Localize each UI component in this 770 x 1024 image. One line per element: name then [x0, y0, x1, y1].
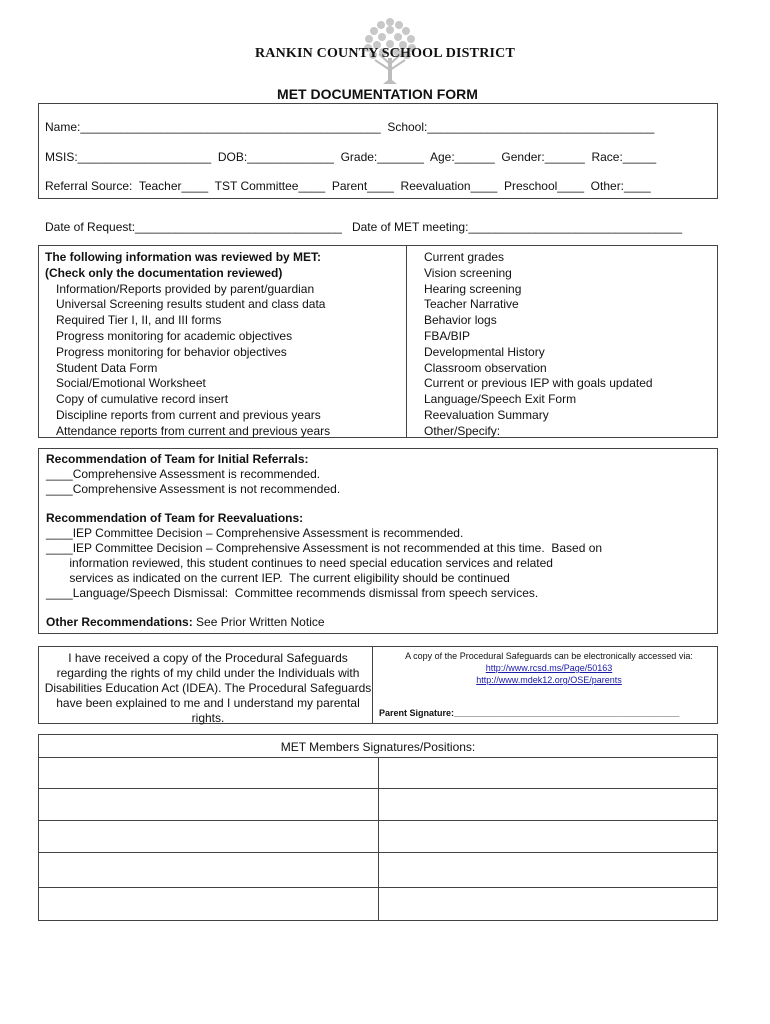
met-members-title: MET Members Signatures/Positions:: [280, 740, 476, 754]
review-left-column: [45, 250, 330, 440]
other-recommendations-value[interactable]: See Prior Written Notice: [192, 615, 325, 629]
referral-source-line[interactable]: Referral Source: Teacher____ TST Committee____ Parent____ Reevaluation____ Preschool____ Other:____: [45, 179, 651, 193]
recommendations-box: [38, 448, 718, 634]
review-item[interactable]: Language/Speech Exit Form: [424, 392, 577, 407]
reevaluations-heading: Recommendation of Team for Reevaluations:: [46, 511, 304, 525]
member-signature-cell[interactable]: [39, 789, 378, 820]
review-subheading: (Check only the documentation reviewed): [45, 265, 283, 280]
review-item[interactable]: Student Data Form: [56, 360, 158, 375]
review-item[interactable]: Required Tier I, II, and III forms: [56, 313, 222, 328]
initial-referrals-heading: Recommendation of Team for Initial Referrals:: [46, 452, 309, 466]
procedural-safeguards-box: [38, 646, 718, 724]
review-item[interactable]: Reevaluation Summary: [424, 407, 549, 422]
member-signature-cell[interactable]: [39, 853, 378, 887]
review-item[interactable]: Universal Screening results student and class data: [56, 297, 326, 312]
review-item[interactable]: Behavior logs: [424, 313, 497, 328]
review-right-column: [424, 250, 653, 440]
date-line[interactable]: Date of Request:_______________________________ Date of MET meeting:________________________________: [45, 220, 683, 234]
district-name: RANKIN COUNTY SCHOOL DISTRICT: [254, 46, 516, 61]
name-school-line[interactable]: Name:_____________________________________________ School:__________________________________: [45, 120, 655, 134]
initial-option-not-recommended[interactable]: ____Comprehensive Assessment is not recommended.: [46, 482, 341, 496]
review-item[interactable]: Discipline reports from current and previous years: [56, 407, 321, 422]
review-heading: The following information was reviewed by MET:: [45, 250, 322, 264]
review-item[interactable]: Current or previous IEP with goals updated: [424, 376, 653, 391]
reeval-option-not-recommended-cont: services as indicated on the current IEP. The current eligibility should be continued: [46, 571, 510, 585]
procedural-safeguards-statement: I have received a copy of the Procedural Safeguards regarding the rights of my child under the Individuals with Disabilities Education Act (IDEA). The Procedural Safeguards have been explained to me and I understand my parental rights.: [44, 651, 372, 725]
review-item[interactable]: Current grades: [424, 250, 505, 264]
review-item[interactable]: Developmental History: [424, 344, 545, 359]
parent-signature-field[interactable]: Parent Signature:_____________________________________________: [379, 708, 680, 718]
reeval-option-not-recommended-cont: information reviewed, this student continues to need special education services and related: [46, 556, 553, 570]
review-box: [38, 245, 718, 438]
mdek12-link[interactable]: http://www.mdek12.org/OSE/parents: [476, 675, 622, 685]
member-position-cell[interactable]: [379, 821, 717, 852]
member-signature-cell[interactable]: [39, 888, 378, 920]
member-position-cell[interactable]: [379, 789, 717, 820]
review-item[interactable]: Vision screening: [424, 265, 512, 280]
reeval-option-recommended[interactable]: ____IEP Committee Decision – Comprehensive Assessment is recommended.: [46, 526, 464, 540]
review-item[interactable]: Information/Reports provided by parent/guardian: [56, 281, 315, 296]
reeval-option-not-recommended[interactable]: ____IEP Committee Decision – Comprehensive Assessment is not recommended at this time. Based on: [46, 541, 603, 555]
other-recommendations: [46, 615, 325, 630]
met-members-table: [38, 734, 718, 921]
review-item[interactable]: Attendance reports from current and previous years: [56, 423, 331, 438]
member-position-cell[interactable]: [379, 758, 717, 788]
member-position-cell[interactable]: [379, 853, 717, 887]
member-position-cell[interactable]: [379, 888, 717, 920]
access-note-text: A copy of the Procedural Safeguards can be electronically accessed via:: [405, 651, 693, 661]
review-item[interactable]: FBA/BIP: [424, 328, 471, 343]
review-item[interactable]: Social/Emotional Worksheet: [56, 376, 206, 391]
msis-line[interactable]: MSIS:____________________ DOB:_____________ Grade:_______ Age:______ Gender:______ Race:_____: [45, 150, 657, 164]
form-title: MET DOCUMENTATION FORM: [277, 86, 478, 102]
review-item[interactable]: Progress monitoring for behavior objectives: [56, 344, 287, 359]
procedural-access-note: [379, 650, 719, 686]
review-item[interactable]: Hearing screening: [424, 281, 522, 296]
review-item[interactable]: Teacher Narrative: [424, 297, 519, 312]
member-signature-cell[interactable]: [39, 821, 378, 852]
review-item[interactable]: Copy of cumulative record insert: [56, 392, 229, 407]
review-item[interactable]: Classroom observation: [424, 360, 547, 375]
other-recommendations-label: Other Recommendations:: [46, 615, 193, 629]
initial-option-recommended[interactable]: ____Comprehensive Assessment is recommended.: [46, 467, 321, 481]
member-signature-cell[interactable]: [39, 758, 378, 788]
rcsd-link[interactable]: http://www.rcsd.ms/Page/50163: [485, 663, 613, 673]
review-item[interactable]: Other/Specify:: [424, 423, 501, 438]
review-item[interactable]: Progress monitoring for academic objectives: [56, 328, 293, 343]
reeval-option-speech-dismissal[interactable]: ____Language/Speech Dismissal: Committee recommends dismissal from speech services.: [46, 586, 539, 600]
